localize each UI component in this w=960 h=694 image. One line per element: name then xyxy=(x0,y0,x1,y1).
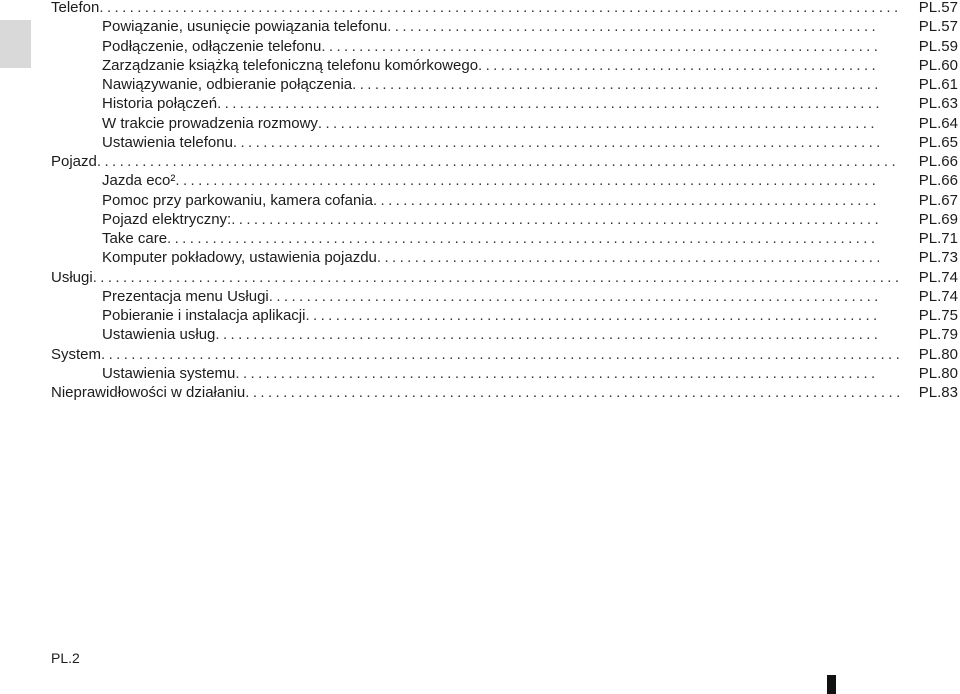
toc-entry-line xyxy=(102,325,879,344)
dot-leader xyxy=(352,75,879,94)
toc-page-ref: PL.69 xyxy=(918,210,958,228)
toc-entry-line xyxy=(51,152,899,171)
toc-section-title: System xyxy=(51,345,102,363)
crop-mark xyxy=(827,675,836,694)
dot-leader xyxy=(305,306,879,325)
toc-item-title: Nawiązywanie, odbieranie połączenia xyxy=(102,76,353,93)
toc-item-row xyxy=(0,171,960,190)
page-number: PL.2 xyxy=(51,650,80,666)
dot-leader xyxy=(217,94,879,113)
toc-entry-line xyxy=(51,268,899,287)
toc-page-ref: PL.59 xyxy=(918,37,958,55)
toc-item-row xyxy=(0,56,960,75)
toc-item-title: Pobieranie i instalacja aplikacji xyxy=(102,307,306,324)
dot-leader xyxy=(175,171,879,190)
toc-page-ref: PL.65 xyxy=(918,133,958,151)
toc-item-title: Powiązanie, usunięcie powiązania telefonu xyxy=(102,18,388,36)
toc-entry-line xyxy=(51,383,899,402)
toc-item-row xyxy=(0,306,960,325)
toc-entry-line xyxy=(102,56,879,75)
toc-page-ref: PL.74 xyxy=(918,287,958,305)
dot-leader xyxy=(269,287,879,306)
toc-item-title: Historia połączeń xyxy=(102,95,218,113)
toc-item-title: W trakcie prowadzenia rozmowy xyxy=(102,114,318,132)
toc-entry-line xyxy=(102,133,879,152)
toc-item-row xyxy=(0,287,960,306)
dot-leader xyxy=(235,364,879,383)
toc-entry-line xyxy=(102,210,879,229)
toc-section-title: Nieprawidłowości w działaniu xyxy=(51,384,246,401)
toc-item-title: Podłączenie, odłączenie telefonu xyxy=(102,37,322,55)
dot-leader xyxy=(478,56,879,75)
dot-leader xyxy=(167,229,879,248)
dot-leader xyxy=(101,345,899,364)
toc-item-title: Zarządzanie książką telefoniczną telefonu komórkowego xyxy=(102,56,479,74)
toc-item-title: Take care xyxy=(102,230,168,247)
toc-entry-line xyxy=(102,229,879,248)
toc-entry-line xyxy=(102,37,879,56)
toc-page-ref: PL.80 xyxy=(918,345,958,363)
toc-item-row xyxy=(0,75,960,94)
toc-page-ref: PL.74 xyxy=(918,268,958,286)
toc-item-title: Pomoc przy parkowaniu, kamera cofania xyxy=(102,191,373,209)
toc-page-ref: PL.80 xyxy=(918,364,958,382)
toc-page-ref: PL.63 xyxy=(918,95,958,113)
toc-section-row xyxy=(0,383,960,402)
toc-entry-line xyxy=(102,75,879,94)
toc-item-title: Ustawienia usług xyxy=(102,326,216,344)
dot-leader xyxy=(215,325,879,344)
dot-leader xyxy=(99,0,899,17)
toc-page-ref: PL.67 xyxy=(918,191,958,209)
toc-entry-line xyxy=(102,364,879,383)
toc-page-ref: PL.57 xyxy=(918,18,958,36)
toc-entry-line xyxy=(102,17,879,36)
toc-item-row xyxy=(0,133,960,152)
toc-section-row xyxy=(0,268,960,287)
toc-item-title: Jazda eco² xyxy=(102,172,176,190)
toc-entry-line xyxy=(51,0,899,17)
toc-entry-line xyxy=(102,171,879,190)
toc-item-row xyxy=(0,325,960,344)
toc-item-row xyxy=(0,37,960,56)
toc-section-row xyxy=(0,345,960,364)
dot-leader xyxy=(245,383,899,402)
dot-leader xyxy=(231,210,879,229)
toc-entry-line xyxy=(102,306,879,325)
toc-section-row xyxy=(0,0,960,17)
toc-page-ref: PL.71 xyxy=(918,230,958,247)
toc-item-title: Komputer pokładowy, ustawienia pojazdu xyxy=(102,249,377,267)
toc-page-ref: PL.60 xyxy=(918,56,958,74)
dot-leader xyxy=(318,114,879,133)
dot-leader xyxy=(93,268,899,287)
toc-page-ref: PL.66 xyxy=(918,172,958,190)
toc-page-ref: PL.61 xyxy=(918,76,958,93)
toc-page-ref: PL.57 xyxy=(918,0,958,16)
toc-entry-line xyxy=(102,287,879,306)
toc-entry-line xyxy=(102,248,879,267)
toc-item-row xyxy=(0,229,960,248)
dot-leader xyxy=(233,133,879,152)
toc-item-row xyxy=(0,248,960,267)
toc-page-ref: PL.73 xyxy=(918,249,958,267)
toc-section-row xyxy=(0,152,960,171)
toc-section-title: Telefon xyxy=(51,0,100,16)
toc-section-title: Pojazd xyxy=(51,153,97,170)
toc-item-row xyxy=(0,17,960,36)
toc-page-ref: PL.66 xyxy=(918,153,958,170)
toc-item-row xyxy=(0,94,960,113)
toc-item-title: Ustawienia systemu xyxy=(102,364,236,382)
toc-entry-line xyxy=(102,114,879,133)
dot-leader xyxy=(321,37,879,56)
toc-page-ref: PL.64 xyxy=(918,114,958,132)
dot-leader xyxy=(377,248,879,267)
dot-leader xyxy=(373,191,879,210)
toc-page-ref: PL.79 xyxy=(918,326,958,344)
toc-item-row xyxy=(0,210,960,229)
dot-leader xyxy=(97,152,899,171)
toc-entry-line xyxy=(102,94,879,113)
toc-section-title: Usługi xyxy=(51,268,93,286)
toc-page-ref: PL.83 xyxy=(918,384,958,401)
toc-entry-line xyxy=(51,345,899,364)
toc-item-title: Pojazd elektryczny: xyxy=(102,210,232,228)
toc-item-row xyxy=(0,114,960,133)
dot-leader xyxy=(387,17,879,36)
toc-entry-line xyxy=(102,191,879,210)
toc-item-row xyxy=(0,191,960,210)
toc-page-ref: PL.75 xyxy=(918,307,958,324)
toc-item-title: Prezentacja menu Usługi xyxy=(102,287,269,305)
toc-item-title: Ustawienia telefonu xyxy=(102,133,233,151)
toc-item-row xyxy=(0,364,960,383)
